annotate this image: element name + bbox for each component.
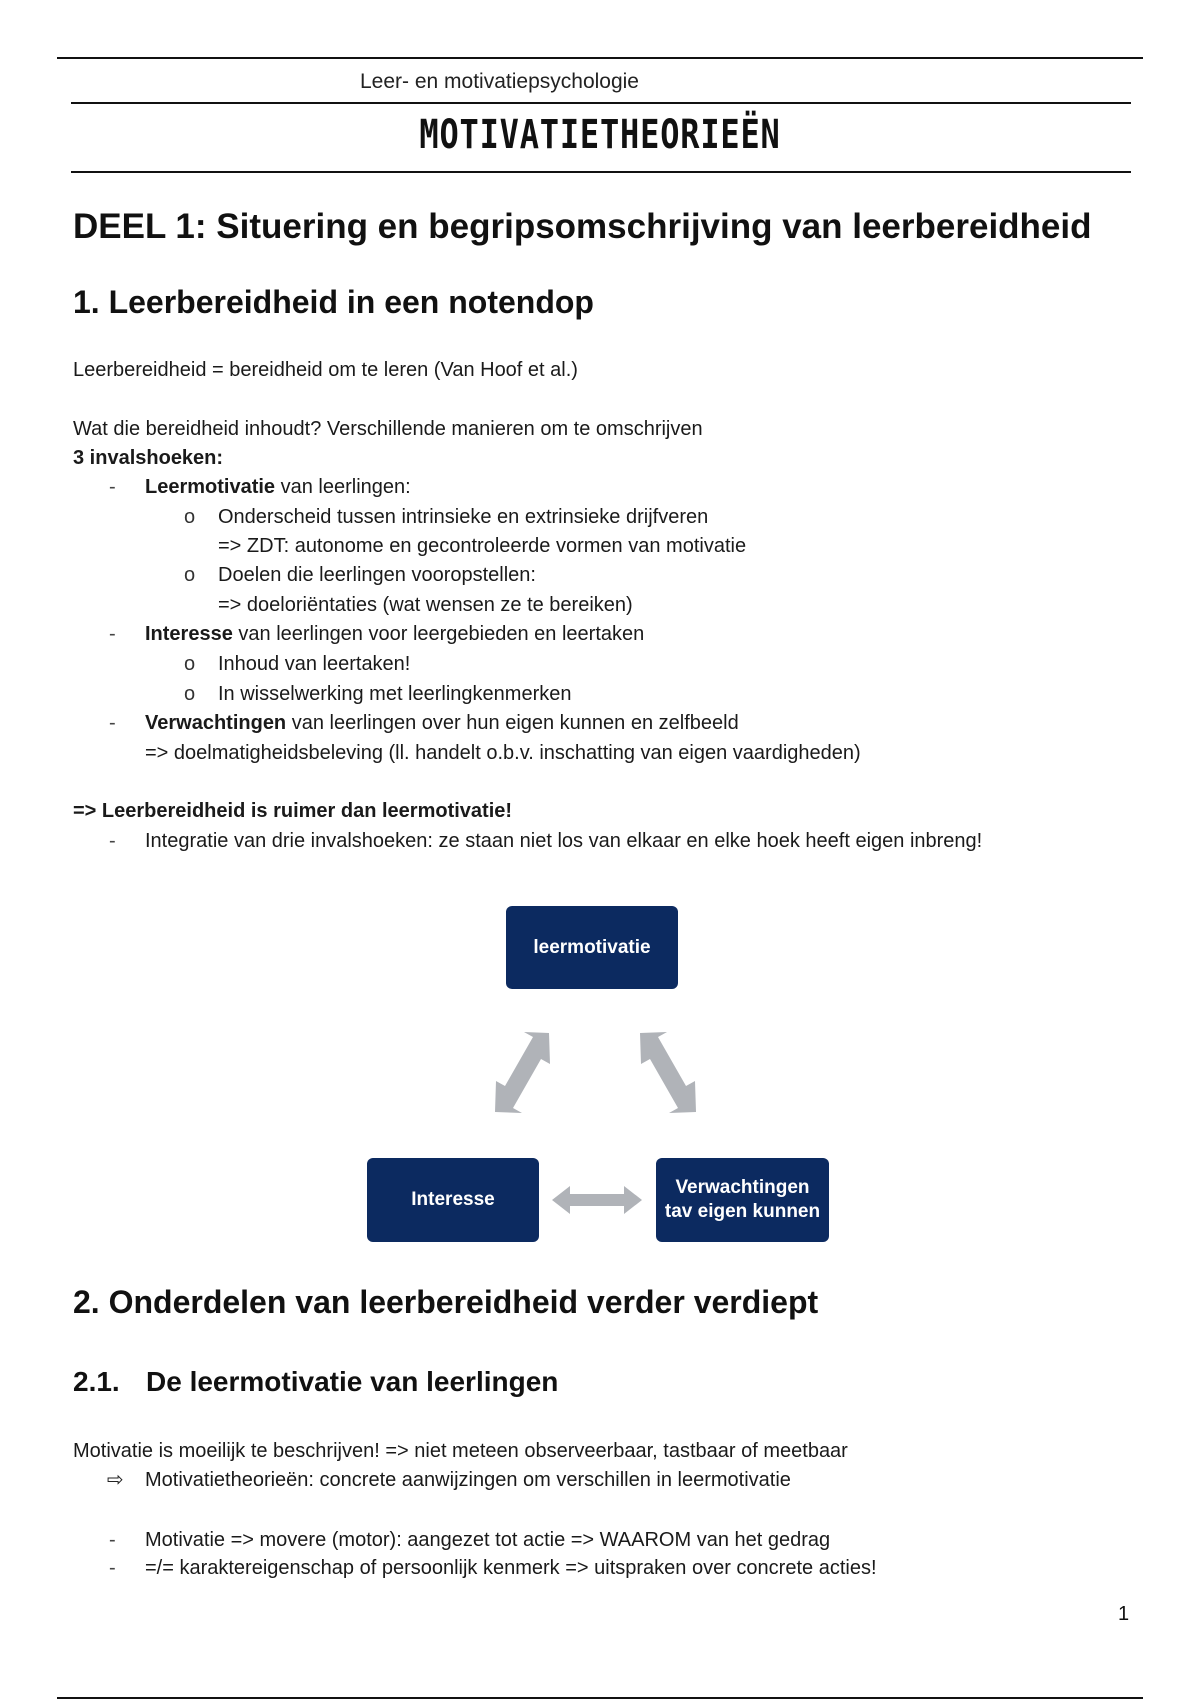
document-title: MOTIVATIETHEORIEËN	[419, 112, 781, 158]
list-item: - Leermotivatie van leerlingen:	[145, 473, 411, 501]
motivation-text: - Motivatie => movere (motor): aangezet tot actie => WAAROM van het gedrag	[145, 1526, 830, 1554]
bottom-border	[57, 1697, 1143, 1699]
page-number: 1	[1118, 1603, 1130, 1625]
motivation-text: ⇨ Motivatietheorieën: concrete aanwijzingen om verschillen in leermotivatie	[145, 1466, 791, 1494]
section-1-heading: 1. Leerbereidheid in een notendop	[73, 284, 594, 320]
motivation-text: - =/= karaktereigenschap of persoonlijk kenmerk => uitspraken over concrete acties!	[145, 1554, 877, 1582]
motivation-text: Motivatie is moeilijk te beschrijven! => niet meteen observeerbaar, tastbaar of meetbaar	[73, 1440, 848, 1462]
list-item: - Verwachtingen van leerlingen over hun eigen kunnen en zelfbeeld	[145, 709, 739, 737]
list-item: => doeloriëntaties (wat wensen ze te bereiken)	[218, 594, 633, 616]
course-header: Leer- en motivatiepsychologie	[360, 70, 639, 93]
diagram-box-leermotivatie: leermotivatie	[506, 906, 678, 989]
list-item: o Onderscheid tussen intrinsieke en extrinsieke drijfveren	[218, 503, 708, 531]
list-item: => ZDT: autonome en gecontroleerde vormen van motivatie	[218, 535, 747, 557]
box-line: tav eigen kunnen	[664, 1201, 821, 1222]
integration-text: - Integratie van drie invalshoeken: ze staan niet los van elkaar en elke hoek heeft eigen inbreng!	[145, 827, 982, 855]
subsection-heading	[73, 1366, 558, 1398]
box-line: Verwachtingen	[675, 1177, 810, 1198]
definition-text: Leerbereidheid = bereidheid om te leren (Van Hoof et al.)	[73, 359, 578, 381]
subsection-title: De leermotivatie van leerlingen	[146, 1366, 559, 1397]
list-item: o In wisselwerking met leerlingkenmerken	[218, 680, 571, 708]
list-item: - Interesse van leerlingen voor leergebieden en leertaken	[145, 620, 644, 648]
list-item: o Doelen die leerlingen vooropstellen:	[218, 561, 536, 589]
list-item: => doelmatigheidsbeleving (ll. handelt o.b.v. inschatting van eigen vaardigheden)	[145, 742, 861, 764]
diagram-box-interesse: Interesse	[367, 1158, 539, 1242]
double-arrow-icon	[640, 1032, 696, 1113]
list-item: o Inhoud van leertaken!	[218, 650, 410, 678]
part-heading: DEEL 1: Situering en begripsomschrijving van leerbereidheid	[73, 207, 1092, 246]
subsection-number: 2.1.	[73, 1366, 120, 1397]
double-arrow-icon	[495, 1032, 550, 1113]
question-text: Wat die bereidheid inhoudt? Verschillende manieren om te omschrijven	[73, 418, 703, 440]
angles-label: 3 invalshoeken:	[73, 447, 224, 469]
conclusion-text: => Leerbereidheid is ruimer dan leermotivatie!	[73, 800, 513, 822]
section-2-heading: 2. Onderdelen van leerbereidheid verder verdiept	[73, 1284, 819, 1320]
double-arrow-icon	[552, 1186, 642, 1214]
